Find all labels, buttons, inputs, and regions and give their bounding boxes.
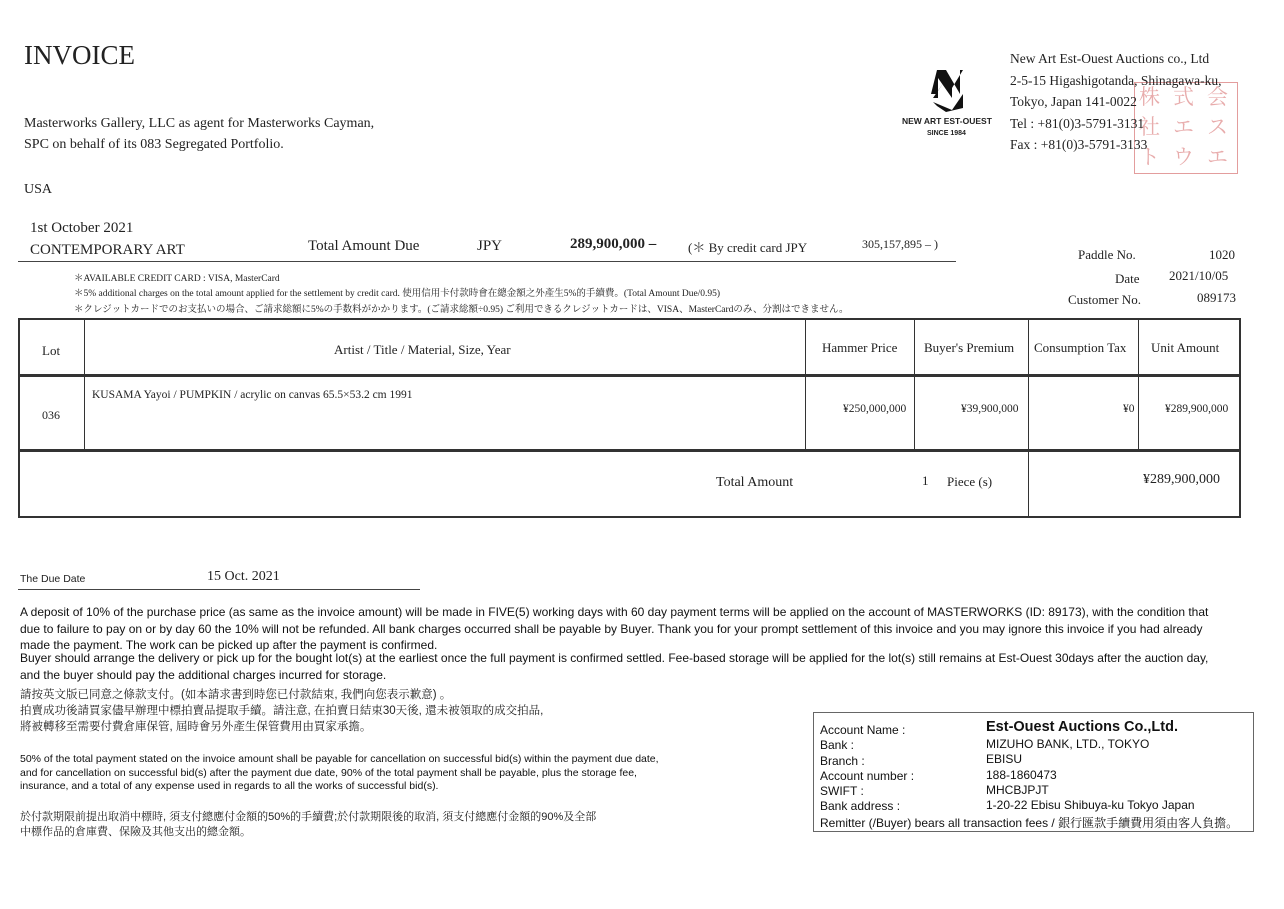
swift-label: SWIFT : bbox=[820, 784, 864, 798]
company-address-1: 2-5-15 Higashigotanda, Shinagawa-ku, bbox=[1010, 73, 1222, 88]
due-date-label: The Due Date bbox=[20, 573, 86, 585]
date-label: Date bbox=[1115, 271, 1140, 286]
logo-since: SINCE 1984 bbox=[927, 130, 966, 137]
col-divider-5 bbox=[1138, 320, 1139, 450]
credit-card-label: (＊ By credit card JPY bbox=[688, 240, 808, 255]
company-name: New Art Est-Ouest Auctions co., Ltd bbox=[1010, 51, 1210, 66]
row-tax: ¥0 bbox=[1123, 403, 1135, 415]
credit-note-3: ＊クレジットカードでのお支払いの場合、ご請求総額に5%の手数料がかかります。(ご請求総額÷0.95) ご利用できるクレジットカードは、VISA、MasterCardのみ、分割はできません。 bbox=[74, 305, 849, 315]
client-line-1: Masterworks Gallery, LLC as agent for Masterworks Cayman, bbox=[24, 116, 375, 131]
account-name-label: Account Name : bbox=[820, 723, 906, 737]
col-divider-2 bbox=[805, 320, 806, 450]
row-divider bbox=[19, 449, 1240, 452]
row-hammer: ¥250,000,000 bbox=[843, 403, 907, 415]
date-value: 2021/10/05 bbox=[1169, 268, 1229, 283]
terms-cn-3: 將被轉移至需要付費倉庫保管, 屆時會另外產生保管費用由買家承擔。 bbox=[20, 721, 372, 733]
row-premium: ¥39,900,000 bbox=[961, 403, 1019, 415]
sale-underline bbox=[18, 261, 956, 262]
swift-value: MHCBJPJT bbox=[986, 783, 1049, 797]
terms-paragraph-1: A deposit of 10% of the purchase price (as same as the invoice amount) will be made in FIVE(5) working days with 60 day payment terms will be applied on the account of MASTERWORKS (ID: 89173), with the condition that due to failure to pay on or by day 60 the 10% will not be refunded. All bank charges occurred shall be payable by Buyer. Thank you for your prompt settlement of this invoice and you may ignore this invoice if you had already made the payment. The work can be picked up after the payment is confirmed. bbox=[20, 605, 1209, 652]
branch-value: EBISU bbox=[986, 752, 1023, 766]
logo-mark-icon bbox=[900, 68, 998, 114]
terms-paragraph-2: Buyer should arrange the delivery or pick up for the bought lot(s) at the earliest once the full payment is confirmed settled. Fee-based storage will be applied for the lot(s) still remains at Est-Ouest 30days after the auction day, and the buyer should pay the additional charges incurred for storage. bbox=[20, 651, 1209, 682]
terms-paragraph-3: 50% of the total payment stated on the invoice amount shall be payable for cancellation on successful bid(s) within the payment due date, and for cancellation on successful bid(s) after the payment due date, 90% of the total payment shall be payable, plus the storage fee, insurance, and a total of any expense used in regards to all the works of successful bid(s). bbox=[20, 753, 659, 792]
credit-note-1: ＊AVAILABLE CREDIT CARD : VISA, MasterCard bbox=[74, 274, 280, 284]
paddle-value: 1020 bbox=[1209, 247, 1235, 262]
terms-cn-5: 中標作品的倉庫費、保險及其他支出的總金額。 bbox=[20, 826, 251, 838]
account-number-label: Account number : bbox=[820, 769, 915, 783]
header-divider bbox=[19, 374, 1240, 377]
company-fax: Fax : +81(0)3-5791-3133 bbox=[1010, 137, 1148, 152]
terms-cn-4: 於付款期限前提出取消中標時, 須支付總應付金額的50%的手續費;於付款期限後的取消, 須支付總應付金額的90%及全部 bbox=[20, 811, 597, 823]
due-date-value: 15 Oct. 2021 bbox=[207, 569, 280, 584]
account-number-value: 188-1860473 bbox=[986, 768, 1057, 782]
account-name-value: Est-Ouest Auctions Co.,Ltd. bbox=[986, 719, 1178, 735]
total-amount-value: ¥289,900,000 bbox=[1143, 472, 1220, 487]
bank-address-value: 1-20-22 Ebisu Shibuya-ku Tokyo Japan bbox=[986, 798, 1195, 812]
total-due-label: Total Amount Due bbox=[308, 238, 420, 254]
sale-name: CONTEMPORARY ART bbox=[30, 242, 185, 258]
company-tel: Tel : +81(0)3-5791-3131 bbox=[1010, 116, 1145, 131]
col-header-tax: Consumption Tax bbox=[1034, 340, 1127, 355]
total-due-currency: JPY bbox=[477, 238, 503, 254]
bank-value: MIZUHO BANK, LTD., TOKYO bbox=[986, 737, 1150, 751]
customer-label: Customer No. bbox=[1068, 292, 1141, 307]
bank-label: Bank : bbox=[820, 738, 855, 752]
terms-cn-1: 請按英文版已同意之條款支付。(如本請求書到時您已付款結束, 我們向您表示歉意) 。 bbox=[20, 689, 452, 701]
paddle-label: Paddle No. bbox=[1078, 247, 1136, 262]
remitter-note: Remitter (/Buyer) bears all transaction fees / 銀行匯款手續費用須由客人負擔。 bbox=[820, 816, 1239, 830]
total-amount-label: Total Amount bbox=[716, 475, 794, 490]
customer-value: 089173 bbox=[1197, 290, 1236, 305]
col-header-premium: Buyer's Premium bbox=[924, 340, 1015, 355]
col-divider-1 bbox=[84, 320, 85, 450]
total-pieces-unit: Piece (s) bbox=[947, 474, 993, 489]
company-address-2: Tokyo, Japan 141-0022 bbox=[1010, 94, 1137, 109]
row-description: KUSAMA Yayoi / PUMPKIN / acrylic on canvas 65.5×53.2 cm 1991 bbox=[92, 389, 413, 401]
credit-note-2: ＊5% additional charges on the total amount applied for the settlement by credit card. 使用信用卡付款時會在總金額之外產生5%的手續費。(Total Amount Due/0.95) bbox=[74, 289, 721, 299]
due-date-underline bbox=[18, 589, 420, 590]
col-divider-4 bbox=[1028, 320, 1029, 518]
col-header-description: Artist / Title / Material, Size, Year bbox=[334, 342, 511, 357]
company-logo bbox=[900, 68, 998, 144]
invoice-title: INVOICE bbox=[24, 40, 135, 70]
sale-date: 1st October 2021 bbox=[30, 220, 134, 236]
col-header-hammer: Hammer Price bbox=[822, 340, 898, 355]
col-header-unit: Unit Amount bbox=[1151, 340, 1220, 355]
branch-label: Branch : bbox=[820, 754, 865, 768]
bank-details-box bbox=[813, 712, 1254, 832]
col-header-lot: Lot bbox=[42, 343, 61, 358]
row-unit: ¥289,900,000 bbox=[1165, 403, 1229, 415]
row-lot: 036 bbox=[42, 408, 60, 422]
terms-cn-2: 拍賣成功後請買家儘早辦理中標拍賣品提取手續。請注意, 在拍賣日結束30天後, 還未被領取的成交拍品, bbox=[20, 705, 544, 717]
credit-card-total: 305,157,895 – ) bbox=[862, 237, 938, 251]
total-pieces: 1 bbox=[922, 473, 929, 488]
logo-name: NEW ART EST-OUEST bbox=[902, 116, 992, 126]
client-line-2: SPC on behalf of its 083 Segregated Portfolio. bbox=[24, 137, 284, 152]
bank-address-label: Bank address : bbox=[820, 799, 901, 813]
total-due-amount: 289,900,000 – bbox=[570, 236, 657, 252]
client-country: USA bbox=[24, 182, 53, 197]
col-divider-3 bbox=[914, 320, 915, 450]
company-seal-stamp: 株 式 会 社 エ ス ト ウ エ bbox=[1134, 82, 1238, 174]
